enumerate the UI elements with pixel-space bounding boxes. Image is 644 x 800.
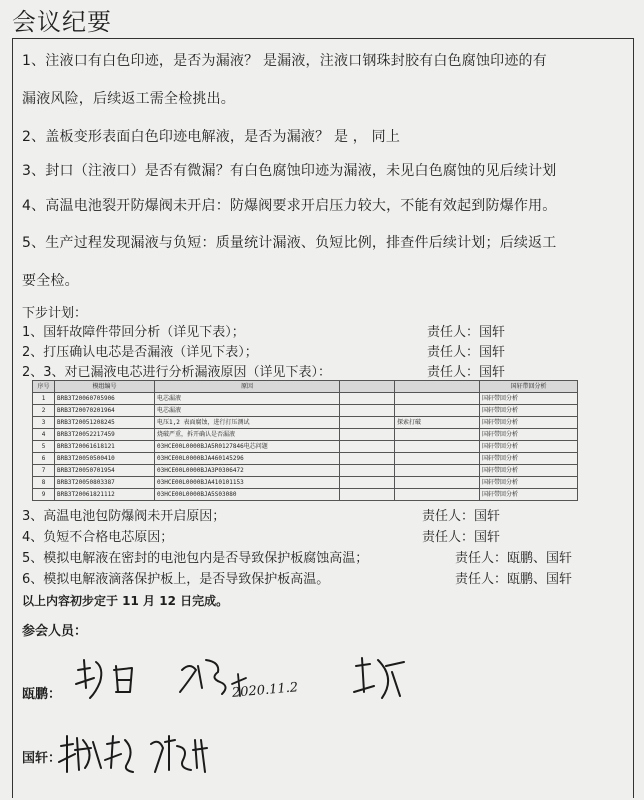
table-cell: 03HCE00L0000BJA5S03080 bbox=[155, 489, 340, 501]
table-row bbox=[33, 441, 578, 453]
table-cell: 电芯漏液 bbox=[155, 393, 340, 405]
table-header bbox=[340, 381, 395, 393]
qa-item-3: 3、封口（注液口）是否有微漏？有白色腐蚀印迹为漏液，未见白色腐蚀的见后续计划 bbox=[22, 163, 557, 179]
table-cell bbox=[340, 405, 395, 417]
table-cell bbox=[395, 489, 480, 501]
table-row bbox=[33, 429, 578, 441]
table-cell: BRB3T20050500410 bbox=[55, 453, 155, 465]
table-cell: BRB3T20061618121 bbox=[55, 441, 155, 453]
table-cell: BRB3T20060705906 bbox=[55, 393, 155, 405]
plan-item-7: 6、模拟电解液滴落保护板上，是否导致保护板高温。 bbox=[22, 572, 330, 587]
table-cell: 电芯漏液 bbox=[155, 405, 340, 417]
table-cell bbox=[395, 429, 480, 441]
plan-item-5-owner: 责任人：国轩 bbox=[422, 530, 501, 545]
table-cell: 03HCE00L0000BJA460145296 bbox=[155, 453, 340, 465]
table-cell bbox=[340, 465, 395, 477]
table-cell: 03HCE00L0000BJA5R0127846电芯问题 bbox=[155, 441, 340, 453]
table-cell: BRB3T20051208245 bbox=[55, 417, 155, 429]
plan-item-1: 1、国轩故障件带回分析（详见下表）； bbox=[22, 325, 245, 340]
table-row bbox=[33, 393, 578, 405]
table-cell: 7 bbox=[33, 465, 55, 477]
table-cell: 国轩带回分析 bbox=[480, 393, 578, 405]
signature-date: 2020.11.2 bbox=[231, 680, 299, 701]
table-cell: 国轩带回分析 bbox=[480, 417, 578, 429]
table-header: 序号 bbox=[33, 381, 55, 393]
table-header: 原因 bbox=[155, 381, 340, 393]
table-row bbox=[33, 489, 578, 501]
plan-heading: 下步计划： bbox=[22, 306, 88, 321]
table-cell: BRB3T20061821112 bbox=[55, 489, 155, 501]
table-cell bbox=[340, 477, 395, 489]
qa-item-5-cont: 要全检。 bbox=[22, 273, 79, 289]
table-header: 国轩带回分析 bbox=[480, 381, 578, 393]
table-cell: 国轩带回分析 bbox=[480, 489, 578, 501]
table-cell: 国轩带回分析 bbox=[480, 441, 578, 453]
table-header-row bbox=[33, 381, 578, 393]
table-cell bbox=[340, 393, 395, 405]
plan-item-4: 3、高温电池包防爆阀未开启原因； bbox=[22, 509, 226, 524]
plan-item-3: 2、3、对已漏液电芯进行分析漏液原因（详见下表）： bbox=[22, 365, 332, 380]
table-cell: 4 bbox=[33, 429, 55, 441]
table-cell: 烧破严重，拆开确认是否漏液 bbox=[155, 429, 340, 441]
table-cell: 9 bbox=[33, 489, 55, 501]
table-cell bbox=[395, 393, 480, 405]
table-cell: 电压1,2 表面腐蚀，进行打压测试 bbox=[155, 417, 340, 429]
qa-item-2: 2、盖板变形表面白色印迹电解液，是否为漏液？ 是 ， 同上 bbox=[22, 129, 401, 145]
table-cell bbox=[340, 429, 395, 441]
table-cell: 探索打破 bbox=[395, 417, 480, 429]
attendee-org-oupeng: 瓯鹏： bbox=[22, 687, 62, 702]
table-cell bbox=[395, 465, 480, 477]
plan-item-2: 2、打压确认电芯是否漏液（详见下表）； bbox=[22, 345, 258, 360]
signature-guoxuan bbox=[55, 728, 225, 780]
table-cell bbox=[395, 405, 480, 417]
table-cell: 国轩带回分析 bbox=[480, 477, 578, 489]
plan-item-6: 5、模拟电解液在密封的电池包内是否导致保护板腐蚀高温； bbox=[22, 551, 369, 566]
attendee-org-guoxuan: 国轩： bbox=[22, 751, 62, 766]
plan-item-3-owner: 责任人：国轩 bbox=[427, 365, 506, 380]
table-row bbox=[33, 465, 578, 477]
table-cell: 1 bbox=[33, 393, 55, 405]
table-cell: 国轩带回分析 bbox=[480, 429, 578, 441]
table-cell bbox=[340, 417, 395, 429]
plan-item-6-owner: 责任人：瓯鹏、国轩 bbox=[455, 551, 573, 566]
table-cell: 3 bbox=[33, 417, 55, 429]
table-cell bbox=[395, 477, 480, 489]
table-row bbox=[33, 405, 578, 417]
table-cell bbox=[395, 441, 480, 453]
table-cell: 国轩带回分析 bbox=[480, 453, 578, 465]
attendees-heading: 参会人员： bbox=[22, 624, 88, 639]
table-cell: BRB3T20070201964 bbox=[55, 405, 155, 417]
table-cell bbox=[340, 489, 395, 501]
qa-item-1: 1、注液口有白色印迹，是否为漏液？ 是漏液，注液口钢珠封胶有白色腐蚀印迹的有 bbox=[22, 53, 547, 69]
table-row bbox=[33, 417, 578, 429]
qa-item-4: 4、高温电池裂开防爆阀未开启：防爆阀要求开启压力较大，不能有效起到防爆作用。 bbox=[22, 198, 557, 214]
table-cell bbox=[340, 453, 395, 465]
table-cell: 6 bbox=[33, 453, 55, 465]
plan-item-7-owner: 责任人：瓯鹏、国轩 bbox=[455, 572, 573, 587]
qa-item-5: 5、生产过程发现漏液与负短：质量统计漏液、负短比例，排查件后续计划；后续返工 bbox=[22, 235, 557, 251]
table-cell: 5 bbox=[33, 441, 55, 453]
fault-table bbox=[32, 380, 578, 501]
table-cell: 2 bbox=[33, 405, 55, 417]
plan-item-2-owner: 责任人：国轩 bbox=[427, 345, 506, 360]
table-cell: BRB3T20050803387 bbox=[55, 477, 155, 489]
table-header bbox=[395, 381, 480, 393]
table-cell: 8 bbox=[33, 477, 55, 489]
table-cell: BRB3T20052217459 bbox=[55, 429, 155, 441]
table-cell: 03HCE00L0000BJA3P0306472 bbox=[155, 465, 340, 477]
table-cell bbox=[395, 453, 480, 465]
table-cell bbox=[340, 441, 395, 453]
table-body bbox=[33, 393, 578, 501]
conclusion: 以上内容初步定于 11 月 12 日完成。 bbox=[22, 594, 229, 608]
table-row bbox=[33, 477, 578, 489]
plan-item-5: 4、负短不合格电芯原因； bbox=[22, 530, 174, 545]
table-cell: 03HCE00L0000BJA410101153 bbox=[155, 477, 340, 489]
plan-item-1-owner: 责任人：国轩 bbox=[427, 325, 506, 340]
page-title: 会议纪要 bbox=[12, 8, 112, 36]
table-row bbox=[33, 453, 578, 465]
table-cell: 国轩带回分析 bbox=[480, 405, 578, 417]
plan-item-4-owner: 责任人：国轩 bbox=[422, 509, 501, 524]
table-cell: 国轩带回分析 bbox=[480, 465, 578, 477]
table-cell: BRB3T20050701954 bbox=[55, 465, 155, 477]
qa-item-1-cont: 漏液风险，后续返工需全检挑出。 bbox=[22, 91, 235, 107]
table-header: 模组编号 bbox=[55, 381, 155, 393]
